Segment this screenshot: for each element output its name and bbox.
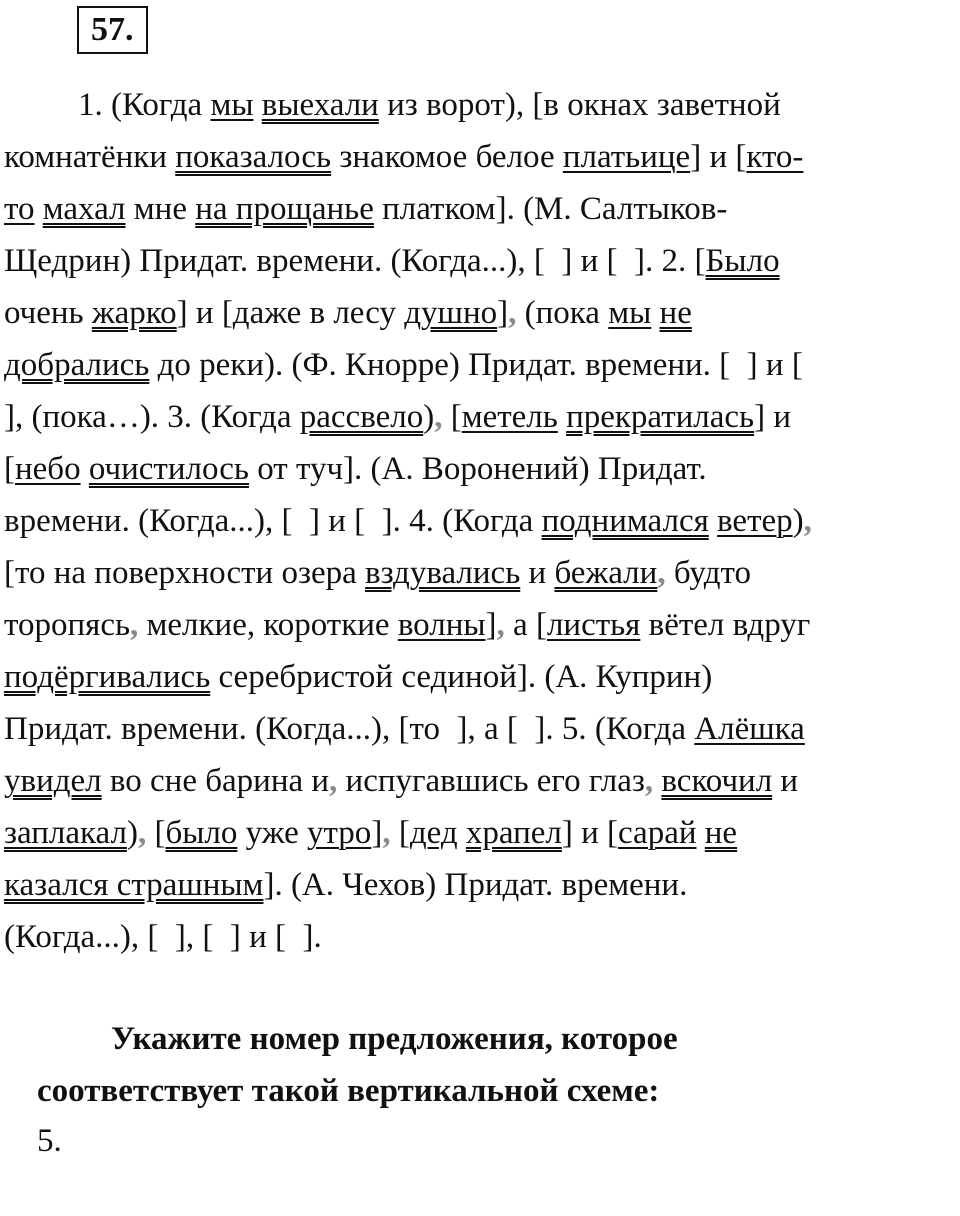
subject-underlined: ветер (717, 503, 793, 539)
inserted-comma: , (508, 295, 517, 331)
predicate-underlined: выехали (261, 87, 379, 123)
exercise-body (4, 80, 956, 1159)
text-fragment: и (520, 555, 555, 591)
task-text-2: соответствует такой вертикальной схеме: (37, 1073, 660, 1109)
text-fragment: из ворот), [в окнах заветной (378, 87, 781, 123)
task-line-1 (4, 964, 956, 1057)
inserted-comma: , (434, 399, 443, 435)
subject-underlined: небо (15, 451, 81, 487)
task-text-1: Укажите номер предложения, которое (111, 1021, 678, 1057)
text-fragment (458, 815, 466, 851)
text-fragment: испугавшись его глаз (337, 763, 645, 799)
text-fragment: знакомое белое (331, 139, 563, 175)
text-line (4, 236, 956, 288)
predicate-underlined: душно (404, 295, 498, 331)
text-fragment: ] и [ (561, 815, 618, 851)
predicate-underlined: добрались (4, 347, 150, 383)
text-fragment: [ (390, 815, 410, 851)
predicate-underlined: рассвело (299, 399, 424, 435)
text-fragment: и (772, 763, 799, 799)
inserted-comma: , (382, 815, 391, 851)
text-fragment: платком]. (М. Салтыков- (373, 191, 728, 227)
text-line (4, 340, 956, 392)
text-fragment: [ (442, 399, 462, 435)
text-fragment (81, 451, 89, 487)
text-fragment: (Когда...), [ ], [ ] и [ ]. (4, 919, 322, 955)
inserted-comma: , (657, 555, 666, 591)
text-fragment: а [ (504, 607, 547, 643)
subject-underlined: утро (306, 815, 372, 851)
predicate-underlined: подёргивались (4, 659, 211, 695)
predicate-underlined: не (704, 815, 738, 851)
subject-underlined: волны (397, 607, 486, 643)
text-fragment: [ (146, 815, 166, 851)
text-fragment: ) (126, 815, 138, 851)
text-line (4, 132, 956, 184)
text-line (4, 808, 956, 860)
text-fragment: ) (792, 503, 804, 539)
text-fragment: времени. (Когда...), [ ] и [ ]. 4. (Когда (4, 503, 542, 539)
text-line (4, 80, 956, 132)
text-line (4, 652, 956, 704)
predicate-underlined: храпел (465, 815, 562, 851)
exercise-text (4, 80, 956, 964)
inserted-comma: , (329, 763, 338, 799)
text-line (4, 288, 956, 340)
text-fragment: до реки). (Ф. Кнорре) Придат. времени. [ ] и [ (149, 347, 803, 383)
predicate-underlined: казался страшным (4, 867, 264, 903)
text-fragment: ] и (754, 399, 792, 435)
text-fragment (709, 503, 717, 539)
predicate-underlined: заплакал (4, 815, 127, 851)
text-fragment: Щедрин) Придат. времени. (Когда...), [ ] и [ ]. 2. [ (4, 243, 706, 279)
text-fragment: [ (4, 451, 15, 487)
predicate-underlined: не (659, 295, 692, 331)
predicate-underlined: очистилось (88, 451, 249, 487)
predicate-underlined: махал (42, 191, 126, 227)
text-line (4, 184, 956, 236)
answer: 5. (37, 1123, 62, 1159)
predicate-underlined: было (165, 815, 238, 851)
subject-underlined: мы (210, 87, 254, 123)
predicate-underlined: на прощанье (195, 191, 374, 227)
predicate-underlined: поднимался (541, 503, 709, 539)
text-fragment (558, 399, 566, 435)
subject-underlined: то (4, 191, 35, 227)
text-fragment: комнатёнки (4, 139, 176, 175)
subject-underlined: Алёшка (694, 711, 805, 747)
predicate-underlined: бежали (554, 555, 658, 591)
text-line (4, 548, 956, 600)
text-fragment: вётел вдруг (640, 607, 811, 643)
subject-underlined: кто- (746, 139, 804, 175)
subject-underlined: мы (608, 295, 652, 331)
predicate-underlined: прекратилась (566, 399, 755, 435)
text-fragment: во сне барина и (101, 763, 330, 799)
text-fragment: ] и [ (690, 139, 747, 175)
inserted-comma: , (644, 763, 654, 799)
predicate-underlined: показалось (175, 139, 332, 175)
subject-underlined: листья (546, 607, 641, 643)
text-fragment: ] и [даже в лесу (176, 295, 405, 331)
text-fragment: серебристой сединой]. (А. Куприн) (210, 659, 713, 695)
text-fragment: мелкие, короткие (138, 607, 398, 643)
text-fragment (35, 191, 43, 227)
inserted-comma: , (496, 607, 505, 643)
text-fragment: ]. (А. Чехов) Придат. времени. (263, 867, 688, 903)
text-line (4, 600, 956, 652)
text-fragment (254, 87, 262, 123)
predicate-underlined: вздувались (365, 555, 521, 591)
text-fragment (651, 295, 659, 331)
inserted-comma: , (137, 815, 147, 851)
inserted-comma: , (130, 607, 139, 643)
text-fragment: от туч]. (А. Воронений) Придат. (248, 451, 707, 487)
text-line (4, 912, 956, 964)
text-line (4, 704, 956, 756)
text-fragment: торопясь (4, 607, 131, 643)
text-line (4, 392, 956, 444)
predicate-underlined: Было (705, 243, 780, 279)
text-line (4, 496, 956, 548)
text-fragment: 1. (Когда (78, 87, 211, 123)
text-fragment: ] (371, 815, 383, 851)
text-fragment: мне (125, 191, 196, 227)
inserted-comma: , (803, 503, 812, 539)
text-fragment: Придат. времени. (Когда...), [то ], а [ ]. 5. (Когда (4, 711, 695, 747)
predicate-underlined: жарко (91, 295, 177, 331)
subject-underlined: сарай (618, 815, 697, 851)
text-fragment: ] (497, 295, 509, 331)
subject-underlined: дед (409, 815, 458, 851)
text-line (4, 756, 956, 808)
subject-underlined: платьице (562, 139, 691, 175)
text-fragment: (пока (516, 295, 609, 331)
text-fragment: ) (423, 399, 435, 435)
predicate-underlined: вскочил (661, 763, 773, 799)
text-fragment: уже (237, 815, 307, 851)
text-fragment: очень (4, 295, 92, 331)
text-fragment: ], (пока…). 3. (Когда (4, 399, 300, 435)
subject-underlined: метель (461, 399, 558, 435)
text-line (4, 860, 956, 912)
text-line (4, 444, 956, 496)
text-fragment (697, 815, 705, 851)
text-fragment: будто (665, 555, 752, 591)
text-fragment: [то на поверхности озера (4, 555, 366, 591)
text-fragment: ] (485, 607, 497, 643)
predicate-underlined: увидел (4, 763, 102, 799)
exercise-number: 57. (77, 6, 148, 54)
